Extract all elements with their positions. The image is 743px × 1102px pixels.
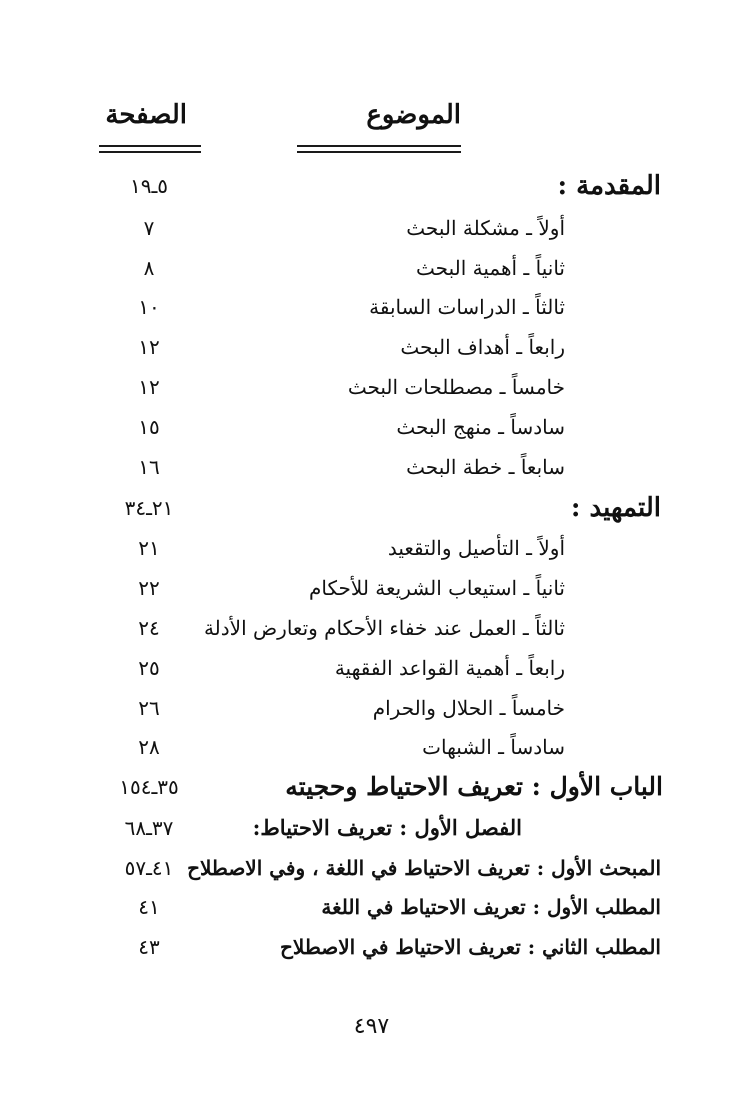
topic-header-rule [297,145,461,147]
toc-entry-page: ٧ [143,216,155,240]
toc-entry-page: ٢٢ [138,576,160,600]
toc-entry [0,250,743,286]
toc-entry-page: ١٥ [138,415,160,439]
toc-entry [0,610,743,646]
toc-entry [0,810,743,846]
toc-entry-title: سادساً ـ الشبهات [422,735,565,759]
toc-entry-page: ١٠ [138,295,160,319]
toc-entry-title: أولاً ـ مشكلة البحث [406,216,565,240]
toc-entry-title: أولاً ـ التأصيل والتقعيد [387,536,565,560]
toc-entry [0,210,743,246]
toc-entry [0,729,743,765]
toc-entry [0,329,743,365]
page-column-header: الصفحة [105,100,187,130]
toc-entry [0,289,743,325]
topic-column-header: الموضوع [366,100,461,130]
toc-entry-page: ٤١ـ٥٧ [124,856,174,880]
toc-entry-page: ٨ [143,256,155,280]
toc-entry-page: ٢٤ [138,616,160,640]
toc-entry-page: ٢٨ [138,735,160,759]
toc-entry [0,650,743,686]
toc-entry-page: ٤٣ [138,935,160,959]
toc-entry-title: ثالثاً ـ العمل عند خفاء الأحكام وتعارض الأدلة [203,616,565,640]
toc-entry-title: خامساً ـ مصطلحات البحث [347,375,565,399]
toc-entry-page: ١٢ [138,335,160,359]
toc-entry-title: التمهيد : [570,493,661,523]
toc-entry-title: الفصل الأول : تعريف الاحتياط: [252,815,522,840]
toc-entry-page: ٢١ [138,536,160,560]
toc-entry-title: ثانياً ـ أهمية البحث [416,256,565,280]
toc-entry-title: رابعاً ـ أهمية القواعد الفقهية [334,656,565,680]
toc-entry [0,409,743,445]
page-header-rule [99,145,201,147]
page-header-rule [99,151,201,153]
toc-entry-page: ٤١ [138,895,160,919]
toc-entry [0,929,743,965]
toc-entry-page: ٣٧ـ٦٨ [124,816,174,840]
toc-entry-page: ٥ـ١٩ [129,174,169,198]
toc-entry-title: سابعاً ـ خطة البحث [406,455,565,479]
toc-entry-page: ١٦ [138,455,160,479]
toc-entry-page: ٣٥ـ١٥٤ [119,775,179,799]
toc-entry [0,769,743,805]
topic-header-rule [297,151,461,153]
toc-entry-title: ثانياً ـ استيعاب الشريعة للأحكام [309,576,565,600]
toc-entry-title: رابعاً ـ أهداف البحث [400,335,565,359]
toc-entry [0,570,743,606]
toc-entry [0,530,743,566]
toc-entry-page: ١٢ [138,375,160,399]
toc-entry [0,850,743,886]
toc-entry-page: ٢٦ [138,696,160,720]
toc-entry-title: خامساً ـ الحلال والحرام [372,696,565,720]
toc-entry [0,369,743,405]
toc-entry [0,168,743,204]
toc-entry-title: الباب الأول : تعريف الاحتياط وحجيته [285,772,663,801]
toc-entry-title: سادساً ـ منهج البحث [396,415,565,439]
toc-entry [0,690,743,726]
toc-entry [0,490,743,526]
toc-entry-title: ثالثاً ـ الدراسات السابقة [369,295,565,319]
toc-entry-page: ٢١ـ٣٤ [124,496,174,520]
toc-entry-title: المبحث الأول : تعريف الاحتياط في اللغة ، وفي الاصطلاح [187,856,661,880]
page-number: ٤٩٧ [353,1014,390,1039]
toc-entry-title: المطلب الأول : تعريف الاحتياط في اللغة [321,895,661,919]
toc-entry-page: ٢٥ [138,656,160,680]
toc-entry [0,449,743,485]
toc-entry-title: المقدمة : [557,171,661,201]
toc-entry-title: المطلب الثاني : تعريف الاحتياط في الاصطلاح [280,935,661,959]
toc-entry [0,889,743,925]
